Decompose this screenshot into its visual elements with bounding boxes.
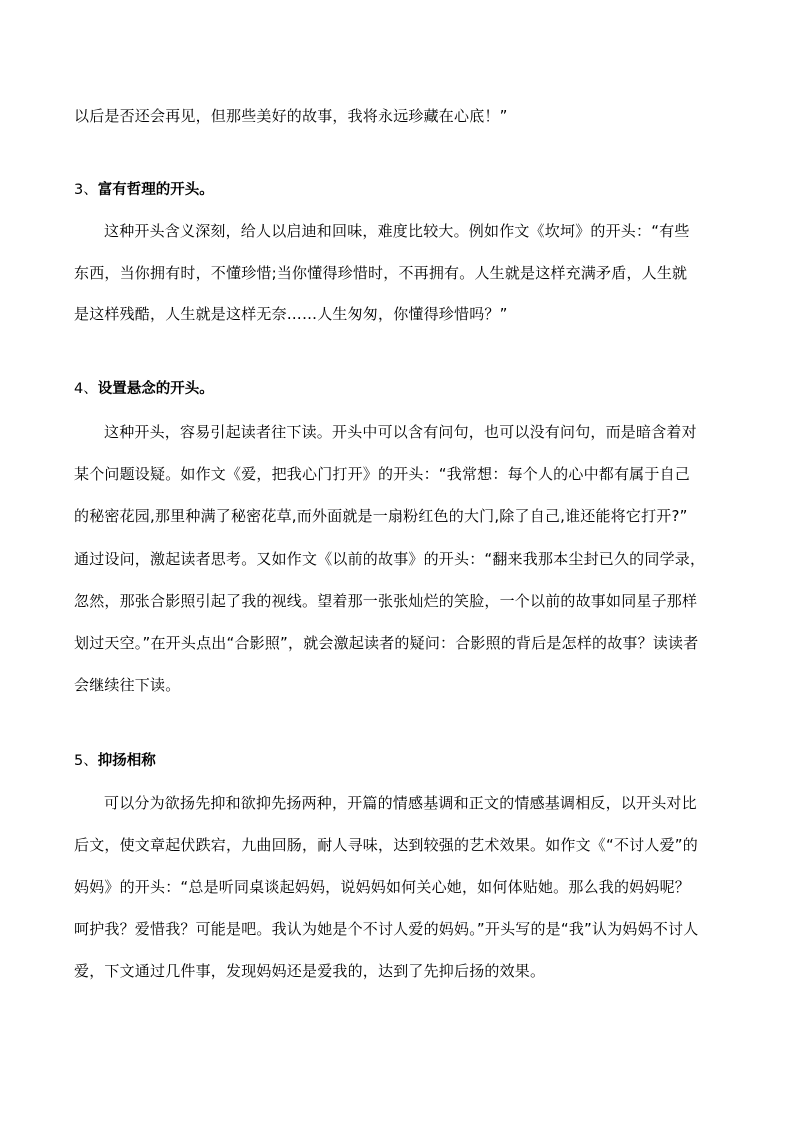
- section-4-line-7: 会继续往下读。: [74, 676, 181, 694]
- section-5-title: 抑扬相称: [97, 753, 156, 769]
- section-3-heading: [74, 181, 214, 199]
- section-4-heading: [74, 380, 214, 398]
- section-5-line-2: 后文，使文章起伏跌宕，九曲回肠，耐人寻味，达到较强的艺术效果。如作文《“不讨人爱”的: [74, 836, 698, 854]
- section-3-line-3: 是这样残酷，人生就是这样无奈……人生匆匆，你懂得珍惜吗？”: [74, 305, 508, 323]
- section-5-heading: [74, 752, 156, 770]
- section-4-number: 4、: [74, 381, 98, 397]
- intro-tail-line: 以后是否还会再见，但那些美好的故事，我将永远珍藏在心底！”: [74, 107, 508, 125]
- section-4-line-5: 忽然，那张合影照引起了我的视线。望着那一张张灿烂的笑脸，一个以前的故事如同星子那样: [74, 592, 698, 610]
- section-3-number: 3、: [74, 182, 98, 198]
- section-3-line-1: 这种开头含义深刻，给人以启迪和回味，难度比较大。例如作文《坎坷》的开头：“有些: [104, 222, 690, 240]
- section-4-line-4: 通过设问，激起读者思考。又如作文《以前的故事》的开头：“翻来我那本尘封已久的同学录，: [74, 550, 706, 568]
- section-4-title: 设置悬念的开头。: [97, 381, 214, 397]
- section-3-line-2: 东西，当你拥有时，不懂珍惜;当你懂得珍惜时，不再拥有。人生就是这样充满矛盾，人生就: [74, 264, 688, 282]
- section-5-line-3: 妈妈》的开头：“总是听同桌谈起妈妈，说妈妈如何关心她，如何体贴她。那么我的妈妈呢？: [74, 878, 690, 896]
- section-5-line-4: 呵护我？爱惜我？可能是吧。我认为她是个不讨人爱的妈妈。”开头写的是“我”认为妈妈不讨人: [74, 920, 699, 938]
- section-4-line-3: 的秘密花园,那里种满了秘密花草,而外面就是一扇粉红色的大门,除了自己,谁还能将它打开?”: [74, 507, 688, 525]
- section-5-line-5: 爱，下文通过几件事，发现妈妈还是爱我的，达到了先抑后扬的效果。: [74, 962, 546, 980]
- section-4-line-2: 某个问题设疑。如作文《爱，把我心门打开》的开头：“我常想：每个人的心中都有属于自己: [74, 465, 690, 483]
- section-3-title: 富有哲理的开头。: [97, 182, 214, 198]
- section-4-line-1: 这种开头，容易引起读者往下读。开头中可以含有问句，也可以没有问句，而是暗含着对: [104, 423, 697, 441]
- section-5-line-1: 可以分为欲扬先抑和欲抑先扬两种，开篇的情感基调和正文的情感基调相反，以开头对比: [104, 794, 697, 812]
- section-4-line-6: 划过天空。”在开头点出“合影照”，就会激起读者的疑问：合影照的背后是怎样的故事？读读者: [74, 634, 699, 652]
- section-5-number: 5、: [74, 753, 98, 769]
